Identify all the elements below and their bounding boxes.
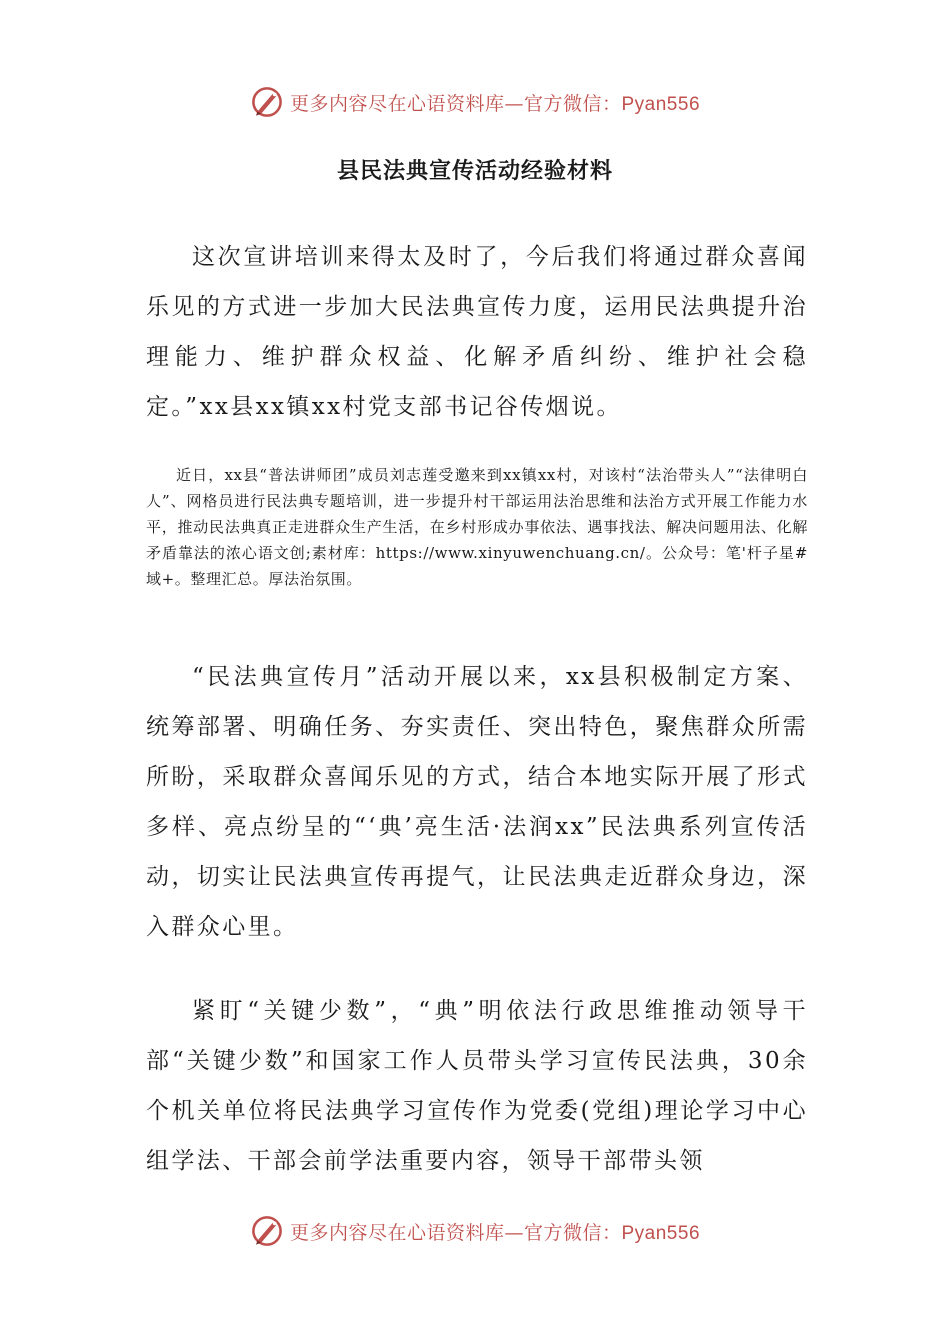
pen-circle-logo-icon bbox=[250, 1214, 284, 1248]
document-title: 县民法典宣传活动经验材料 bbox=[336, 158, 613, 184]
paragraph-intro: 近日，xx县“普法讲师团”成员刘志莲受邀来到xx镇xx村，对该村“法治带头人”“法律明白人”、网格员进行民法典专题培训，进一步提升村干部运用法治思维和法治方式开展工作能力水平，推动民法典真正走进群众生产生活，在乡村形成办事依法、遇事找法、解决问题用法、化解矛盾靠法的浓心语文创;素材库：https://www.xinyuwenchuang.cn/。公众号：笔'杆子星#域+。整理汇总。厚法治氛围。 bbox=[146, 466, 808, 588]
pen-circle-logo-icon bbox=[250, 85, 284, 119]
wechat-id: Pyan556 bbox=[621, 93, 701, 115]
header-banner bbox=[0, 82, 950, 122]
paragraph-quote: 这次宣讲培训来得太及时了，今后我们将通过群众喜闻乐见的方式进一步加大民法典宣传力度，运用民法典提升治理能力、维护群众权益、化解矛盾纠纷、维护社会稳定。”xx县xx镇xx村党支部书记谷传烟说。 bbox=[146, 244, 808, 420]
banner-text: 更多内容尽在心语资料库—官方微信：Pyan556 bbox=[289, 1221, 701, 1244]
banner-text: 更多内容尽在心语资料库—官方微信：Pyan556 bbox=[289, 92, 701, 115]
paragraph-key-minority: 紧盯“关键少数”，“典”明依法行政思维推动领导干部“关键少数”和国家工作人员带头学习宣传民法典，30余个机关单位将民法典学习宣传作为党委(党组)理论学习中心组学法、干部会前学法重要内容，领导干部带头领 bbox=[146, 998, 808, 1174]
paragraph-activity: “民法典宣传月”活动开展以来，xx县积极制定方案、统筹部署、明确任务、夯实责任、突出特色，聚焦群众所需所盼，采取群众喜闻乐见的方式，结合本地实际开展了形式多样、亮点纷呈的“‘典’亮生活·法润xx”民法典系列宣传活动，切实让民法典宣传再提气，让民法典走近群众身边，深入群众心里。 bbox=[146, 664, 808, 940]
footer-banner bbox=[0, 1211, 950, 1251]
wechat-id: Pyan556 bbox=[621, 1222, 701, 1244]
